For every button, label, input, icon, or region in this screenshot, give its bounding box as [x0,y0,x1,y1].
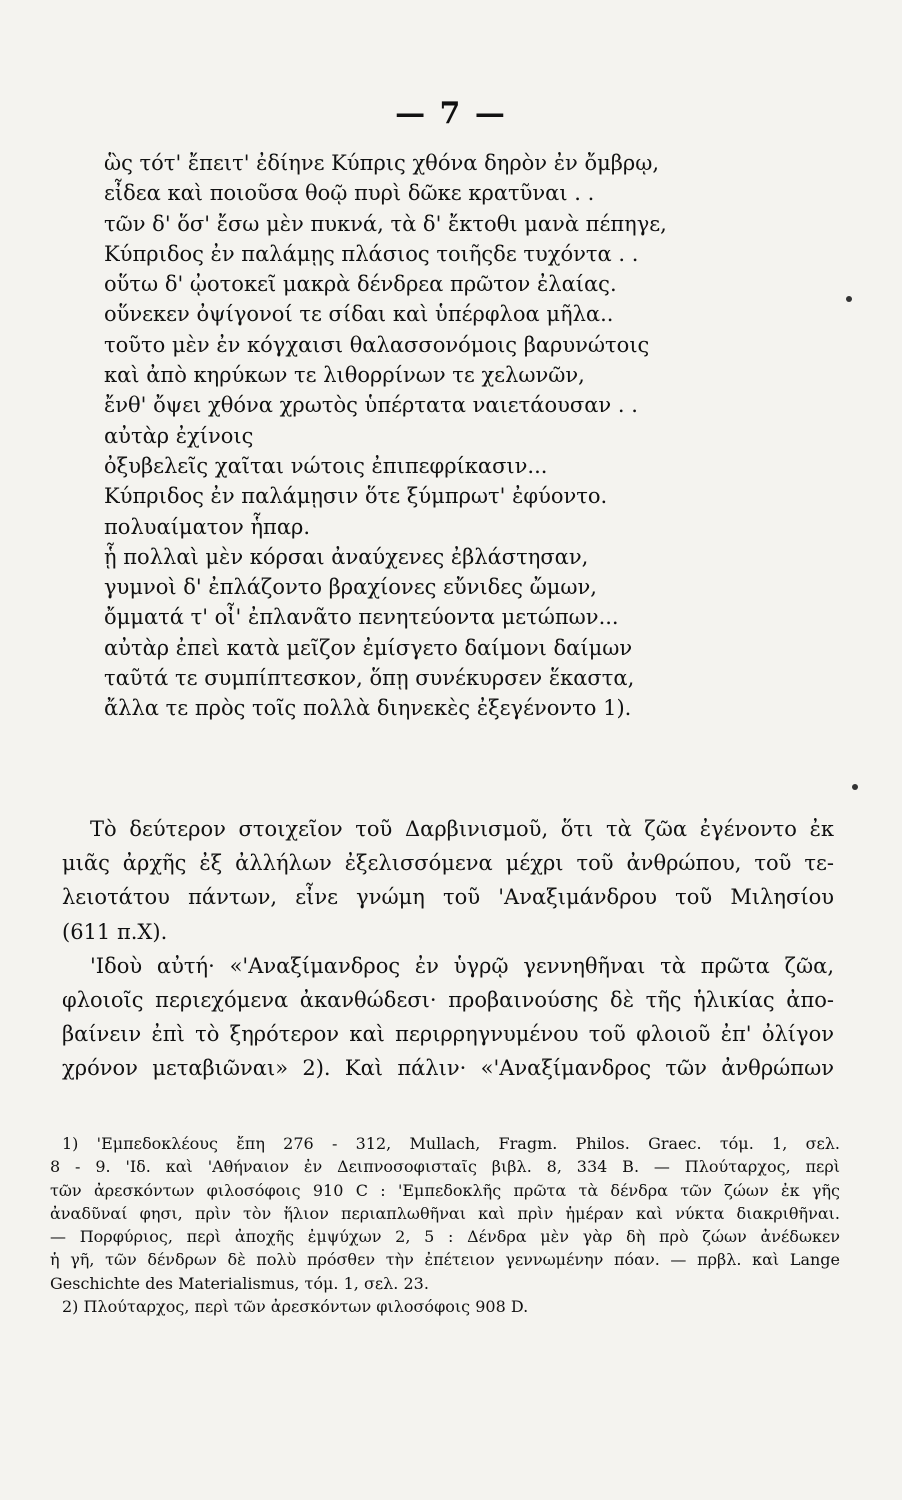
prose-line: λειοτάτου πάντων, εἶνε γνώμη τοῦ 'Αναξιμάνδρου τοῦ Μιλησίου [62,885,834,910]
verse-line: ὄμματά τ' οἶ' ἐπλανᾶτο πενητεύοντα μετώπων... [104,605,619,630]
prose-line: Τὸ δεύτερον στοιχεῖον τοῦ Δαρβινισμοῦ, ὅτι τὰ ζῶα ἐγένοντο ἐκ [90,817,834,841]
verse-line: πολυαίματον ἧπαρ. [104,514,311,539]
footnote-line: ἡ γῆ, τῶν δένδρων δὲ πολὺ πρόσθεν τὴν ἐπέτειον γεννωμένην πόαν. — πρβλ. καὶ Lange [50,1250,840,1270]
verse-line: γυμνοὶ δ' ἐπλάζοντο βραχίονες εὔνιδες ὤμων, [104,575,597,600]
verse-line: ἄλλα τε πρὸς τοῖς πολλὰ διηνεκὲς ἐξεγένοντο 1). [104,696,632,721]
verse-line: ἔνθ' ὄψει χθόνα χρωτὸς ὑπέρτατα ναιετάουσαν . . [104,393,638,418]
verse-line: τῶν δ' ὅσ' ἔσω μὲν πυκνά, τὰ δ' ἔκτοθι μανὰ πέπηγε, [104,211,667,236]
prose-line: φλοιοῖς περιεχόμενα ἀκανθώδεσι· προβαινούσης δὲ τῆς ἡλικίας ἀπο- [62,987,834,1012]
verse-line: καὶ ἀπὸ κηρύκων τε λιθορρίνων τε χελωνῶν, [104,363,585,388]
footnotes [50,1132,840,1318]
prose-block [62,812,834,1086]
verse-line: τοῦτο μὲν ἐν κόγχαισι θαλασσονόμοις βαρυνώτοις [104,332,650,357]
prose-line: (611 π.Χ). [62,919,168,944]
verse-line: οὕνεκεν ὀψίγονοί τε σίδαι καὶ ὑπέρφλοα μῆλα.. [104,302,614,327]
verse-line: ὣς τότ' ἔπειτ' ἐδίηνε Κύπρις χθόνα δηρὸν ἐν ὄμβρῳ, [104,151,660,175]
verse-block [104,148,804,724]
footnote-line: 8 - 9. 'Ιδ. καὶ 'Αθήναιον ἐν Δειπνοσοφισταῖς βιβλ. 8, 334 Β. — Πλούταρχος, περὶ [50,1157,840,1177]
verse-line: εἶδεα καὶ ποιοῦσα θοῷ πυρὶ δῶκε κρατῦναι . . [104,181,595,206]
verse-line: Κύπριδος ἐν παλάμῃσιν ὅτε ξύμπρωτ' ἐφύοντο. [104,484,608,509]
verse-line: Κύπριδος ἐν παλάμῃς πλάσιος τοιῆςδε τυχόντα . . [104,241,639,266]
footnote-line: — Πορφύριος, περὶ ἀποχῆς ἐμψύχων 2, 5 : Δένδρα μὲν γὰρ δὴ πρὸ ζώων ἀνέδωκεν [50,1227,840,1247]
prose-line: χρόνον μεταβιῶναι» 2). Καὶ πάλιν· «'Αναξίμανδρος τῶν ἀνθρώπων [62,1056,834,1081]
verse-line: ὀξυβελεῖς χαῖται νώτοις ἐπιπεφρίκασιν... [104,453,548,478]
prose-line: βαίνειν ἐπὶ τὸ ξηρότερον καὶ περιρρηγνυμένου τοῦ φλοιοῦ ἐπ' ὀλίγον [62,1022,834,1047]
ink-speck [852,784,858,790]
verse-line: αὐτὰρ ἐχίνοις [104,423,254,448]
prose-line: 'Ιδοὺ αὐτή· «'Αναξίμανδρος ἐν ὑγρῷ γεννηθῆναι τὰ πρῶτα ζῶα, [90,953,834,978]
ink-speck [846,296,852,302]
footnote-line: ἀναδῦναί φησι, πρὶν τὸν ἥλιον περιαπλωθῆναι καὶ πρὶν ἡμέραν καὶ νύκτα διακριθῆναι. [50,1203,840,1223]
verse-line: ᾗ πολλαὶ μὲν κόρσαι ἀναύχενες ἐβλάστησαν, [104,544,589,569]
footnote-line: 1) 'Εμπεδοκλέους ἔπη 276 - 312, Mullach, Fragm. Philos. Graec. τόμ. 1, σελ. [62,1134,840,1153]
verse-line: ταῦτά τε συμπίπτεσκον, ὅπῃ συνέκυρσεν ἕκαστα, [104,666,635,691]
footnote-line: τῶν ἀρεσκόντων φιλοσόφοις 910 C : 'Εμπεδοκλῆς πρῶτα τὰ δένδρα τῶν ζώων ἐκ γῆς [50,1180,840,1200]
footnote-line: 2) Πλούταρχος, περὶ τῶν ἀρεσκόντων φιλοσόφοις 908 D. [62,1297,529,1317]
prose-line: μιᾶς ἀρχῆς ἐξ ἀλλήλων ἐξελισσόμενα μέχρι τοῦ ἀνθρώπου, τοῦ τε- [62,851,834,876]
footnote-line: Geschichte des Materialismus, τόμ. 1, σελ. 23. [50,1273,429,1293]
verse-line: οὕτω δ' ᾠοτοκεῖ μακρὰ δένδρεα πρῶτον ἐλαίας. [104,272,617,297]
verse-line: αὐτὰρ ἐπεὶ κατὰ μεῖζον ἐμίσγετο δαίμονι δαίμων [104,635,633,660]
page-number: — 7 — [395,96,507,131]
